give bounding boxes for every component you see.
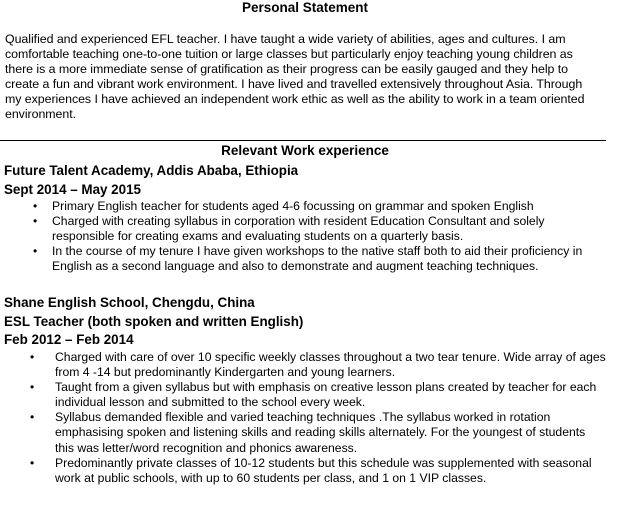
work-experience-heading: Relevant Work experience	[221, 143, 389, 158]
job-2-employer: Shane English School, Chengdu, China	[4, 295, 255, 310]
personal-statement-text: Qualified and experienced EFL teacher. I have taught a wide variety of abilities, ages and cultures. I am comfortable teaching one-to-one tuition or large classes but particularly enjoy teaching young children as there is a more immediate sense of gratification as their progress can be easily gauged and they help to create a fun and vibrant work environment. I have lived and travelled extensively throughout Asia. Through my experiences I have achieved an independent work ethic as well as the ability to work in a team oriented environment.	[5, 32, 585, 122]
duty-text: Predominantly private classes of 10-12 students but this schedule was supplemented with seasonal work at public schools, with up to 60 students per class, and 1 on 1 VIP classes.	[55, 455, 592, 485]
bullet-icon: •	[33, 244, 38, 259]
duty-text: Charged with creating syllabus in corporation with resident Education Consultant and solely responsible for creating exams and evaluating students on a quarterly basis.	[52, 214, 545, 244]
bullet-icon: •	[33, 214, 38, 229]
job-1-dates: Sept 2014 – May 2015	[4, 182, 141, 197]
job-2-dates: Feb 2012 – Feb 2014	[4, 332, 134, 347]
list-item	[33, 199, 607, 214]
list-item	[30, 380, 607, 410]
personal-statement-heading: Personal Statement	[241, 0, 369, 15]
job-1-duties-list	[33, 199, 607, 274]
bullet-icon: •	[33, 199, 38, 213]
bullet-icon: •	[30, 455, 35, 470]
duty-text: Primary English teacher for students aged 4-6 focussing on grammar and spoken English	[52, 199, 534, 213]
duty-text: Charged with care of over 10 specific weekly classes throughout a two tear tenure. Wide array of ages from 4 -14 but predominantly Kindergarten and young learners.	[55, 350, 606, 380]
job-2-role: ESL Teacher (both spoken and written English)	[4, 314, 304, 329]
job-1-employer: Future Talent Academy, Addis Ababa, Ethiopia	[4, 163, 299, 178]
list-item	[30, 350, 607, 380]
list-item	[30, 455, 607, 486]
section-divider	[0, 140, 606, 141]
duty-text: Taught from a given syllabus but with emphasis on creative lesson plans created by teacher for each individual lesson and submitted to the school every week.	[55, 380, 597, 410]
list-item	[33, 214, 607, 244]
list-item	[33, 244, 607, 274]
job-2-duties-list	[30, 350, 607, 486]
duty-text: Syllabus demanded flexible and varied teaching techniques .The syllabus worked in rotation emphasising spoken and listening skills and reading skills alternately. For the youngest of students this was letter/word recognition and phonics awareness.	[55, 410, 586, 455]
bullet-icon: •	[30, 410, 35, 425]
bullet-icon: •	[30, 380, 35, 395]
list-item	[30, 410, 607, 455]
duty-text: In the course of my tenure I have given workshops to the native staff both to aid their proficiency in English as a second language and also to demonstrate and augment teaching techniques.	[52, 244, 583, 274]
bullet-icon: •	[30, 350, 35, 364]
